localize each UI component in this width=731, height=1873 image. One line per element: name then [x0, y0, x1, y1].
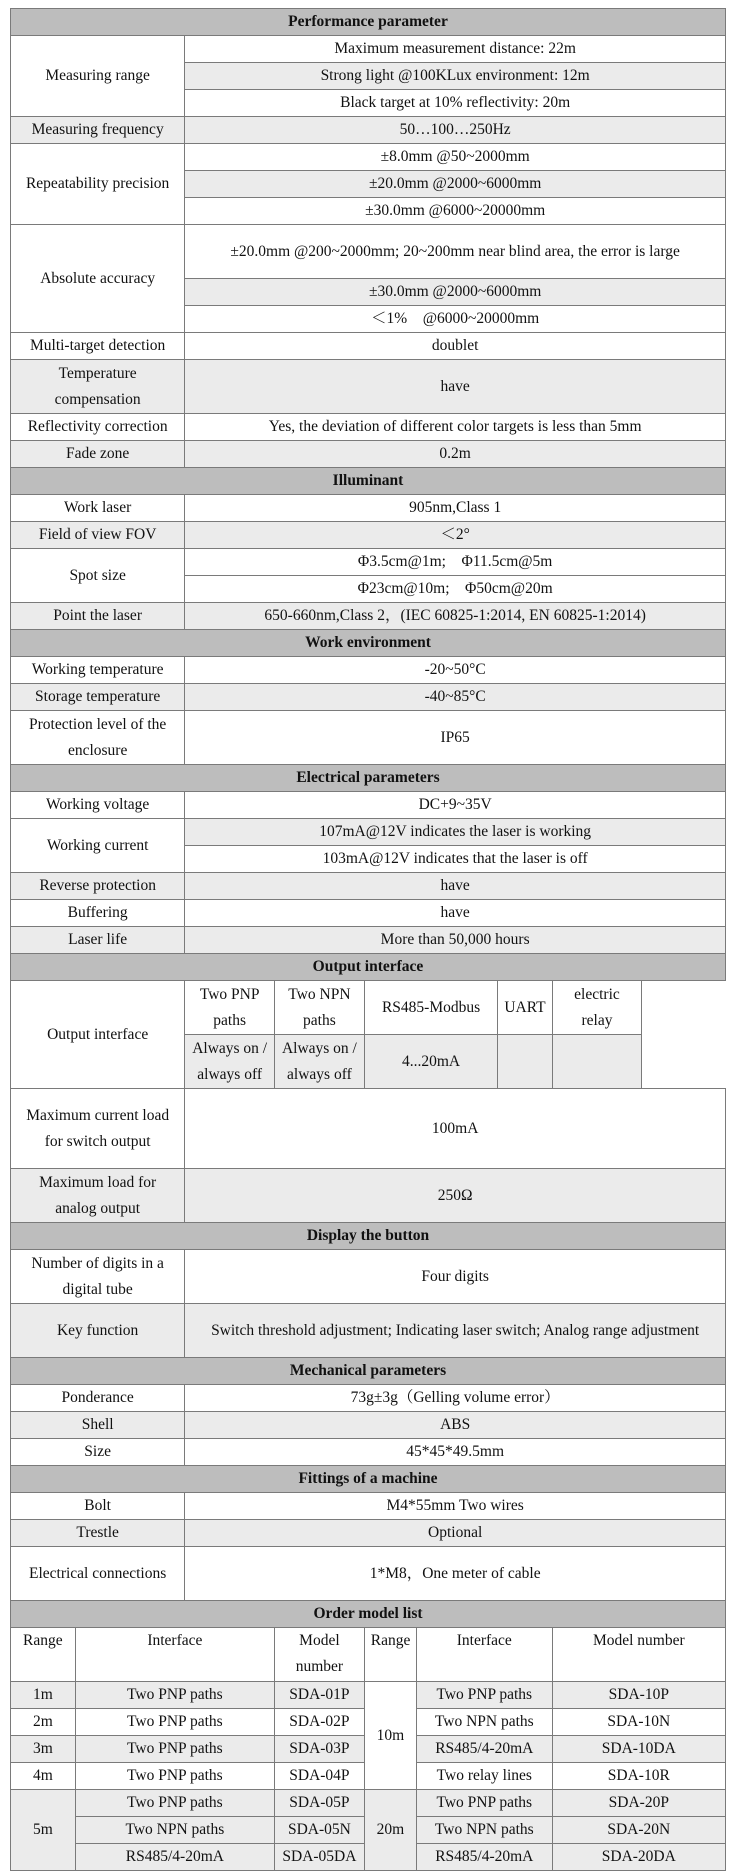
protection-value: IP65 [185, 711, 726, 765]
order-interface: RS485/4-20mA [75, 1844, 274, 1871]
section-illuminant-title: Illuminant [11, 468, 726, 495]
temp-comp-label: Temperature compensation [11, 360, 185, 414]
repeatability-value: ±8.0mm @50~2000mm [185, 144, 726, 171]
order-model: SDA-05N [275, 1817, 365, 1844]
size-label: Size [11, 1439, 185, 1466]
order-interface: Two relay lines [416, 1763, 552, 1790]
order-header: Model number [275, 1628, 365, 1682]
order-model: SDA-03P [275, 1736, 365, 1763]
order-model: SDA-04P [275, 1763, 365, 1790]
order-model: SDA-10DA [552, 1736, 725, 1763]
order-interface: Two NPN paths [416, 1709, 552, 1736]
spot-size-value: Φ3.5cm@1m; Φ11.5cm@5m [185, 549, 726, 576]
section-mechanical-title: Mechanical parameters [11, 1358, 726, 1385]
repeatability-value: ±20.0mm @2000~6000mm [185, 171, 726, 198]
order-interface: Two PNP paths [75, 1682, 274, 1709]
section-order-title: Order model list [11, 1601, 726, 1628]
output-option: electric relay [552, 981, 642, 1035]
size-value: 45*45*49.5mm [185, 1439, 726, 1466]
absolute-accuracy-value: ±20.0mm @200~2000mm; 20~200mm near blind area, the error is large [185, 225, 726, 279]
order-model: SDA-10N [552, 1709, 725, 1736]
multi-target-value: doublet [185, 333, 726, 360]
order-interface: Two NPN paths [416, 1817, 552, 1844]
absolute-accuracy-value: ＜1% @6000~20000mm [185, 306, 726, 333]
section-electrical-title: Electrical parameters [11, 765, 726, 792]
key-label: Key function [11, 1304, 185, 1358]
trestle-value: Optional [185, 1520, 726, 1547]
order-model: SDA-20DA [552, 1844, 725, 1871]
laser-life-value: More than 50,000 hours [185, 927, 726, 954]
multi-target-label: Multi-target detection [11, 333, 185, 360]
protection-label: Protection level of the enclosure [11, 711, 185, 765]
connections-label: Electrical connections [11, 1547, 185, 1601]
output-option: Two PNP paths [185, 981, 275, 1035]
order-interface: Two PNP paths [75, 1763, 274, 1790]
output-option: Two NPN paths [275, 981, 365, 1035]
absolute-accuracy-label: Absolute accuracy [11, 225, 185, 333]
order-range: 10m [364, 1682, 416, 1790]
output-option: UART [498, 981, 552, 1035]
voltage-label: Working voltage [11, 792, 185, 819]
order-interface: RS485/4-20mA [416, 1844, 552, 1871]
order-interface: Two PNP paths [75, 1790, 274, 1817]
order-interface: Two PNP paths [75, 1736, 274, 1763]
output-mode: 4...20mA [364, 1035, 498, 1089]
output-mode: Always on / always off [275, 1035, 365, 1089]
reverse-label: Reverse protection [11, 873, 185, 900]
work-laser-label: Work laser [11, 495, 185, 522]
order-model: SDA-10R [552, 1763, 725, 1790]
order-interface: Two PNP paths [416, 1790, 552, 1817]
bolt-label: Bolt [11, 1493, 185, 1520]
order-range: 20m [364, 1790, 416, 1871]
section-performance-title: Performance parameter [11, 9, 726, 36]
section-fittings-title: Fittings of a machine [11, 1466, 726, 1493]
storage-temp-value: -40~85°C [185, 684, 726, 711]
bolt-value: M4*55mm Two wires [185, 1493, 726, 1520]
order-model: SDA-20P [552, 1790, 725, 1817]
order-model: SDA-02P [275, 1709, 365, 1736]
absolute-accuracy-value: ±30.0mm @2000~6000mm [185, 279, 726, 306]
work-laser-value: 905nm,Class 1 [185, 495, 726, 522]
buffering-value: have [185, 900, 726, 927]
order-model: SDA-05DA [275, 1844, 365, 1871]
spec-sheet [10, 8, 726, 1871]
order-range: 5m [11, 1790, 76, 1871]
max-analog-label: Maximum load for analog output [11, 1169, 185, 1223]
output-interface-label: Output interface [11, 981, 185, 1089]
order-interface: RS485/4-20mA [416, 1736, 552, 1763]
digits-value: Four digits [185, 1250, 726, 1304]
order-interface: Two PNP paths [75, 1709, 274, 1736]
measuring-frequency-label: Measuring frequency [11, 117, 185, 144]
fov-value: ＜2° [185, 522, 726, 549]
working-temp-value: -20~50°C [185, 657, 726, 684]
point-laser-label: Point the laser [11, 603, 185, 630]
measuring-frequency-value: 50…100…250Hz [185, 117, 726, 144]
spec-table [10, 8, 726, 1871]
key-value: Switch threshold adjustment; Indicating laser switch; Analog range adjustment [185, 1304, 726, 1358]
voltage-value: DC+9~35V [185, 792, 726, 819]
storage-temp-label: Storage temperature [11, 684, 185, 711]
output-mode-empty [498, 1035, 552, 1089]
spot-size-value: Φ23cm@10m; Φ50cm@20m [185, 576, 726, 603]
section-environment-title: Work environment [11, 630, 726, 657]
max-switch-label: Maximum current load for switch output [11, 1089, 185, 1169]
repeatability-label: Repeatability precision [11, 144, 185, 225]
order-model: SDA-05P [275, 1790, 365, 1817]
shell-label: Shell [11, 1412, 185, 1439]
section-output-title: Output interface [11, 954, 726, 981]
fade-zone-value: 0.2m [185, 441, 726, 468]
order-header: Interface [416, 1628, 552, 1682]
order-header: Interface [75, 1628, 274, 1682]
order-model: SDA-10P [552, 1682, 725, 1709]
spot-size-label: Spot size [11, 549, 185, 603]
ponderance-label: Ponderance [11, 1385, 185, 1412]
fov-label: Field of view FOV [11, 522, 185, 549]
measuring-range-label: Measuring range [11, 36, 185, 117]
order-model: SDA-01P [275, 1682, 365, 1709]
order-header: Model number [552, 1628, 725, 1682]
max-switch-value: 100mA [185, 1089, 726, 1169]
fade-zone-label: Fade zone [11, 441, 185, 468]
current-label: Working current [11, 819, 185, 873]
reflectivity-value: Yes, the deviation of different color targets is less than 5mm [185, 414, 726, 441]
order-model: SDA-20N [552, 1817, 725, 1844]
measuring-range-value: Strong light @100KLux environment: 12m [185, 63, 726, 90]
point-laser-value: 650-660nm,Class 2，(IEC 60825-1:2014, EN 60825-1:2014) [185, 603, 726, 630]
digits-label: Number of digits in a digital tube [11, 1250, 185, 1304]
working-temp-label: Working temperature [11, 657, 185, 684]
buffering-label: Buffering [11, 900, 185, 927]
laser-life-label: Laser life [11, 927, 185, 954]
order-range: 2m [11, 1709, 76, 1736]
output-option: RS485-Modbus [364, 981, 498, 1035]
reflectivity-label: Reflectivity correction [11, 414, 185, 441]
current-value: 107mA@12V indicates the laser is working [185, 819, 726, 846]
output-mode: Always on / always off [185, 1035, 275, 1089]
section-display-title: Display the button [11, 1223, 726, 1250]
order-range: 3m [11, 1736, 76, 1763]
ponderance-value: 73g±3g（Gelling volume error） [185, 1385, 726, 1412]
current-value: 103mA@12V indicates that the laser is off [185, 846, 726, 873]
measuring-range-value: Black target at 10% reflectivity: 20m [185, 90, 726, 117]
temp-comp-value: have [185, 360, 726, 414]
order-interface: Two PNP paths [416, 1682, 552, 1709]
order-interface: Two NPN paths [75, 1817, 274, 1844]
output-mode-empty [552, 1035, 642, 1089]
order-range: 1m [11, 1682, 76, 1709]
measuring-range-value: Maximum measurement distance: 22m [185, 36, 726, 63]
order-header: Range [11, 1628, 76, 1682]
connections-value: 1*M8，One meter of cable [185, 1547, 726, 1601]
repeatability-value: ±30.0mm @6000~20000mm [185, 198, 726, 225]
shell-value: ABS [185, 1412, 726, 1439]
order-range: 4m [11, 1763, 76, 1790]
reverse-value: have [185, 873, 726, 900]
trestle-label: Trestle [11, 1520, 185, 1547]
max-analog-value: 250Ω [185, 1169, 726, 1223]
order-header: Range [364, 1628, 416, 1682]
